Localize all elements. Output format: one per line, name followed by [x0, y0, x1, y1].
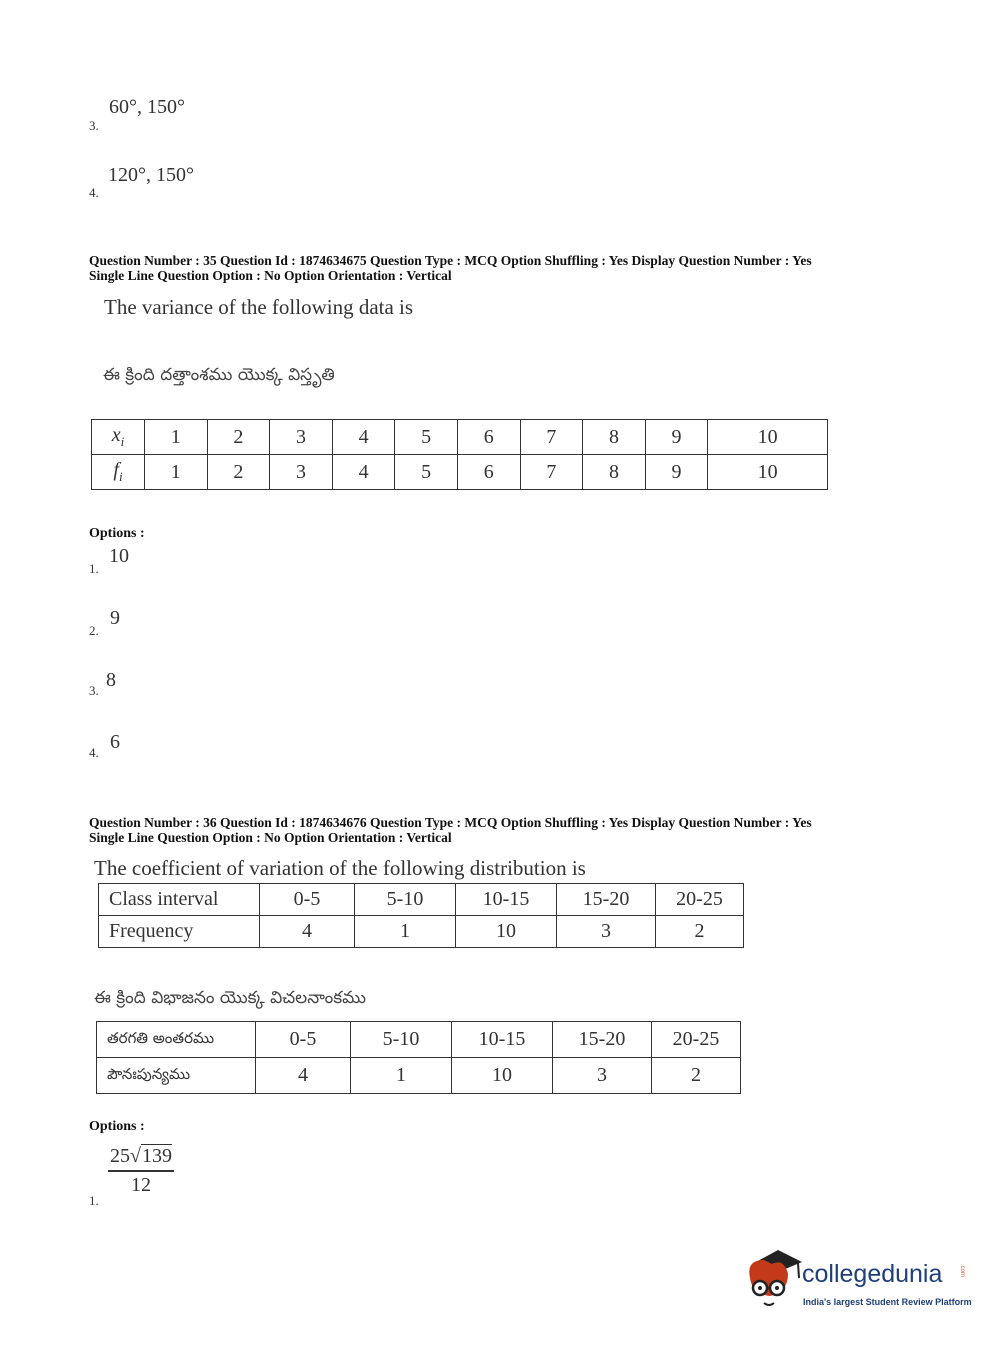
q36-question-text-te: ఈ క్రింది విభాజనం యొక్క విచలనాంకము [94, 988, 367, 1008]
q36-meta-line2: Single Line Question Option : No Option Orientation : Vertical [89, 830, 452, 845]
q36-option-1-denominator: 12 [130, 1173, 151, 1196]
q36-te-frequency-cell: 1 [351, 1058, 452, 1094]
q35-x-cell: 9 [645, 420, 708, 455]
q35-x-cell: 5 [395, 420, 458, 455]
q36-en-frequency-cell: 1 [355, 916, 456, 948]
q36-te-interval-cell: 10-15 [452, 1022, 553, 1058]
q36-en-interval-cell: 15-20 [557, 884, 656, 916]
q36-option-1-coef: 25 [110, 1145, 130, 1167]
q36-option-1-numerator [108, 1145, 174, 1168]
q36-table-te [96, 1021, 741, 1094]
q36-option-1-radicand: 139 [141, 1145, 172, 1167]
q36-meta-line1: Question Number : 36 Question Id : 1874634676 Question Type : MCQ Option Shuffling : Yes Display Question Number : Yes [89, 815, 812, 830]
q36-option-1-fraction[interactable] [108, 1145, 174, 1197]
q36-en-interval-cell: 0-5 [260, 884, 355, 916]
q36-en-frequency-row [99, 916, 744, 948]
q35-x-row [92, 420, 828, 455]
q36-en-frequency-cell: 2 [656, 916, 744, 948]
q36-te-interval-cell: 5-10 [351, 1022, 452, 1058]
q35-f-cell: 10 [708, 455, 828, 490]
q36-en-header-row [99, 884, 744, 916]
q36-en-frequency-cell: 3 [557, 916, 656, 948]
q35-f-cell: 2 [207, 455, 270, 490]
q35-f-cell: 9 [645, 455, 708, 490]
q35-f-cell: 6 [457, 455, 520, 490]
q36-en-row-label: Frequency [99, 916, 260, 948]
q36-option-1-number: 1. [89, 1193, 99, 1208]
q35-option-2-number: 2. [89, 623, 99, 638]
q35-option-4-value[interactable]: 6 [110, 731, 120, 753]
q35-x-cell: 1 [145, 420, 208, 455]
q36-te-frequency-cell: 2 [652, 1058, 741, 1094]
q36-te-frequency-cell: 4 [256, 1058, 351, 1094]
q35-meta-line1: Question Number : 35 Question Id : 1874634675 Question Type : MCQ Option Shuffling : Yes Display Question Number : Yes [89, 253, 812, 268]
q35-f-cell: 7 [520, 455, 583, 490]
q35-question-text-te: ఈ క్రింది దత్తాంశము యొక్క విస్తృతి [103, 365, 335, 385]
brand-name: collegedunia [802, 1260, 943, 1288]
q35-f-label: $f_i$ [92, 455, 145, 490]
q36-te-frequency-cell: 10 [452, 1058, 553, 1094]
q36-question-text-en: The coefficient of variation of the following distribution is [94, 856, 586, 880]
q35-f-cell: 4 [332, 455, 395, 490]
q35-x-cell: 6 [457, 420, 520, 455]
prev-option-4-number: 4. [89, 185, 99, 200]
q35-options-label: Options : [89, 526, 145, 541]
q36-te-header-label: తరగతి అంతరము [97, 1022, 256, 1058]
q36-en-interval-cell: 5-10 [355, 884, 456, 916]
q36-te-frequency-cell: 3 [553, 1058, 652, 1094]
brand-dotcom: .com [959, 1264, 965, 1278]
q36-te-row-label: పౌనఃపున్యము [97, 1058, 256, 1094]
q35-option-4-number: 4. [89, 745, 99, 760]
q35-x-cell: 2 [207, 420, 270, 455]
q35-question-text-en: The variance of the following data is [104, 295, 414, 319]
q35-x-cell: 7 [520, 420, 583, 455]
q35-x-cell: 8 [583, 420, 646, 455]
prev-option-3-number: 3. [89, 118, 99, 133]
q35-option-1-value[interactable]: 10 [109, 545, 129, 567]
q35-f-cell: 1 [145, 455, 208, 490]
q35-option-1-number: 1. [89, 561, 99, 576]
q36-en-frequency-cell: 10 [456, 916, 557, 948]
brand-tagline: India's largest Student Review Platform [803, 1297, 972, 1307]
q36-en-interval-cell: 10-15 [456, 884, 557, 916]
prev-option-3-value: 60°, 150° [109, 96, 185, 118]
sqrt-symbol: √ [130, 1145, 141, 1167]
q35-data-table [91, 419, 828, 490]
q36-te-interval-cell: 20-25 [652, 1022, 741, 1058]
fraction-bar [108, 1170, 174, 1172]
q35-f-cell: 3 [270, 455, 333, 490]
q36-te-interval-cell: 0-5 [256, 1022, 351, 1058]
collegedunia-logo[interactable] [742, 1248, 972, 1318]
q35-f-cell: 8 [583, 455, 646, 490]
q35-x-cell: 10 [708, 420, 828, 455]
q35-meta-line2: Single Line Question Option : No Option Orientation : Vertical [89, 268, 452, 283]
q36-te-frequency-row [97, 1058, 741, 1094]
q35-f-row [92, 455, 828, 490]
q36-table-en [98, 883, 744, 948]
q36-en-frequency-cell: 4 [260, 916, 355, 948]
q35-f-cell: 5 [395, 455, 458, 490]
q35-option-3-number: 3. [89, 683, 99, 698]
q36-en-header-label: Class interval [99, 884, 260, 916]
q35-option-3-value[interactable]: 8 [106, 669, 116, 691]
q36-options-label: Options : [89, 1119, 145, 1134]
mascot-icon [742, 1248, 804, 1312]
q35-x-cell: 3 [270, 420, 333, 455]
prev-option-4-value: 120°, 150° [108, 164, 194, 186]
q36-en-interval-cell: 20-25 [656, 884, 744, 916]
q36-te-header-row [97, 1022, 741, 1058]
q36-te-interval-cell: 15-20 [553, 1022, 652, 1058]
q35-x-label: $x_i$ [92, 420, 145, 455]
q35-x-cell: 4 [332, 420, 395, 455]
q35-option-2-value[interactable]: 9 [110, 607, 120, 629]
